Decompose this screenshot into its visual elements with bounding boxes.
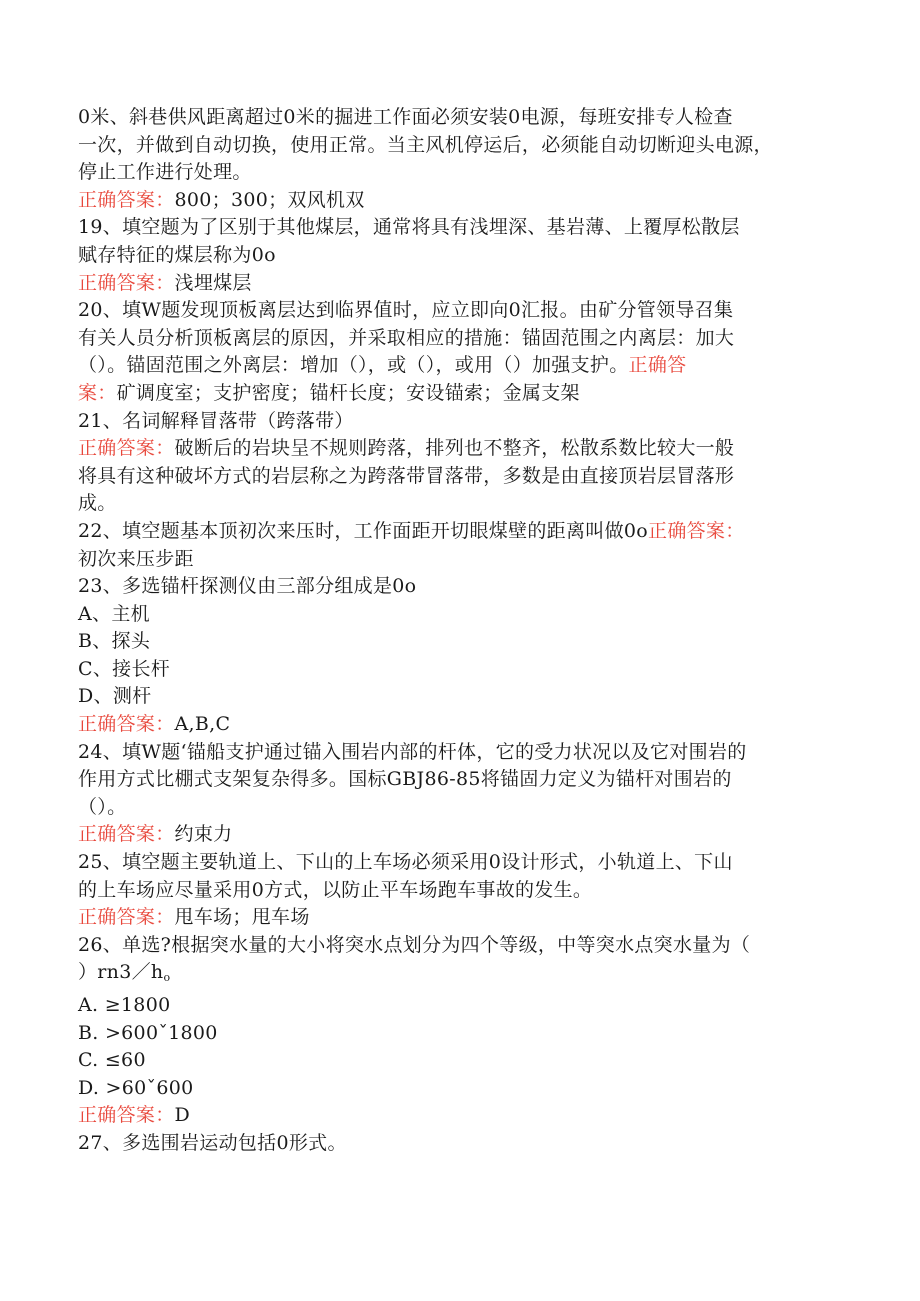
- line-text: D. >60ˇ600: [78, 1076, 194, 1099]
- text-line: [78, 628, 868, 656]
- text-line: [78, 849, 868, 877]
- line-text: 浅埋煤层: [174, 271, 252, 294]
- line-text: 将具有这种破坏方式的岩层称之为跨落带冒落带，多数是由直接顶岩层冒落形: [78, 464, 735, 487]
- text-line: [78, 159, 868, 187]
- answer-label: 正确答案：: [78, 823, 175, 846]
- line-text: 22、填空题基本顶初次来压时，工作面距开切眼煤壁的距离叫做0o: [78, 519, 649, 542]
- answer-label: 正确答案：: [78, 271, 175, 294]
- document-page: [78, 104, 868, 1158]
- line-text: A,B,C: [174, 713, 231, 736]
- line-text: C. ≤60: [78, 1049, 146, 1072]
- text-line: [78, 352, 868, 380]
- text-line: [78, 214, 868, 242]
- text-line: [78, 877, 868, 905]
- text-line: [78, 573, 868, 601]
- text-line: [78, 766, 868, 794]
- line-text: 约束力: [174, 823, 233, 846]
- line-text: D、测杆: [78, 685, 152, 708]
- line-text: 赋存特征的煤层称为0o: [78, 243, 276, 266]
- line-text: ）rn3／h: [78, 961, 164, 984]
- text-line: [78, 1020, 868, 1048]
- answer-line: [78, 380, 868, 408]
- answer-label: 正确答: [628, 354, 687, 377]
- line-text: 23、多选锚杆探测仪由三部分组成是0o: [78, 575, 417, 598]
- text-line: [78, 132, 868, 160]
- line-text: 矿调度室；支护密度；锚杆长度；安设锚索；金属支架: [116, 381, 580, 404]
- text-line: [78, 1075, 868, 1103]
- answer-label: 案：: [78, 381, 117, 404]
- answer-line: [78, 435, 868, 463]
- answer-label: 正确答案：: [78, 1104, 175, 1127]
- line-text: 的上车场应尽量采用0方式，以防止平车场跑车事故的发生。: [78, 878, 593, 901]
- text-line: [78, 959, 868, 992]
- line-text: 有关人员分析顶板离层的原因，并采取相应的措施：锚固范围之内离层：加大: [78, 326, 735, 349]
- text-line: [78, 490, 868, 518]
- line-text: 停止工作进行处理。: [78, 161, 252, 184]
- line-text: D: [174, 1104, 191, 1127]
- text-line: [78, 683, 868, 711]
- line-text: 19、填空题为了区别于其他煤层，通常将具有浅埋深、基岩薄、上覆厚松散层: [78, 216, 740, 239]
- line-text: 27、多选围岩运动包括0形式。: [78, 1131, 347, 1154]
- line-text: 0米、斜巷供风距离超过0米的掘进工作面必须安装0电源，每班安排专人检查: [78, 106, 733, 128]
- line-text: B、探头: [78, 630, 151, 653]
- text-line: [78, 104, 868, 132]
- text-line: [78, 463, 868, 491]
- line-text: 800；300；双风机双: [174, 188, 365, 211]
- line-text: 20、填W题发现顶板离层达到临界值时，应立即向0汇报。由矿分管领导召集: [78, 299, 734, 322]
- answer-label: 正确答案：: [648, 519, 745, 542]
- line-text: C、接长杆: [78, 657, 171, 680]
- answer-line: [78, 821, 868, 849]
- line-text: 24、填W题‘锚船支护通过锚入围岩内部的杆体，它的受力状况以及它对围岩的: [78, 740, 747, 763]
- answer-label: 正确答案：: [78, 713, 175, 736]
- line-text: 甩车场；甩车场: [174, 906, 310, 929]
- line-text: （）。: [78, 795, 127, 818]
- text-line: [78, 794, 868, 822]
- text-line: [78, 992, 868, 1020]
- answer-line: [78, 1102, 868, 1130]
- line-text: 26、单选?根据突水量的大小将突水点划分为四个等级，中等突水点突水量为（: [78, 933, 751, 956]
- text-line: [78, 739, 868, 767]
- text-line: [78, 601, 868, 629]
- text-line: [78, 518, 868, 546]
- line-text: （）。锚固范围之外离层：增加（），或（），或用（）加强支护。: [78, 354, 629, 377]
- line-text: 作用方式比棚式支架复杂得多。国标GBJ86-85将锚固力定义为锚杆对围岩的: [78, 768, 732, 791]
- text-line: [78, 242, 868, 270]
- text-line: [78, 546, 868, 574]
- line-text: B. >600ˇ1800: [78, 1021, 218, 1044]
- text-line: [78, 408, 868, 436]
- answer-label: 正确答案：: [78, 437, 175, 460]
- line-text: 25、填空题主要轨道上、下山的上车场必须采用0设计形式，小轨道上、下山: [78, 851, 733, 874]
- line-text: A. ≥1800: [78, 994, 171, 1016]
- text-line: [78, 325, 868, 353]
- answer-line: [78, 711, 868, 739]
- text-line: [78, 656, 868, 684]
- text-line: [78, 1130, 868, 1158]
- line-text: A、主机: [78, 602, 150, 625]
- text-line: [78, 932, 868, 960]
- answer-label: 正确答案：: [78, 188, 175, 211]
- line-text: 21、名词解释冒落带（跨落带）: [78, 409, 354, 432]
- text-line: [78, 297, 868, 325]
- subscript: o: [163, 971, 171, 985]
- answer-line: [78, 904, 868, 932]
- answer-line: [78, 270, 868, 298]
- answer-line: [78, 187, 868, 215]
- line-text: 成。: [78, 492, 117, 515]
- line-text: 破断后的岩块呈不规则跨落，排列也不整齐，松散系数比较大一般: [174, 437, 735, 460]
- text-line: [78, 1047, 868, 1075]
- answer-label: 正确答案：: [78, 906, 175, 929]
- line-text: 一次，并做到自动切换，使用正常。当主风机停运后，必须能自动切断迎头电源，: [78, 133, 773, 156]
- line-text: 初次来压步距: [78, 547, 194, 570]
